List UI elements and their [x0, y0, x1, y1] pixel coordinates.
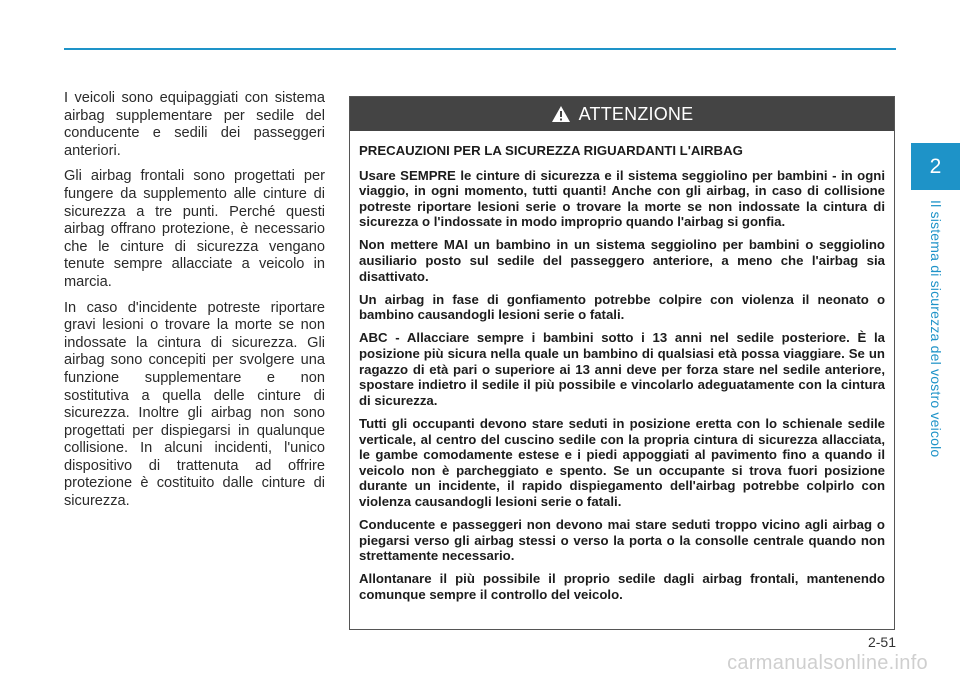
warning-paragraph: Conducente e passeggeri non devono mai stare seduti troppo vicino agli airbag o piegarsi verso gli airbag stessi o verso la porta o la consolle centrale quando non strettamente necessario.	[359, 516, 885, 564]
page-number: 2-51	[867, 634, 896, 650]
warning-paragraph: Allontanare il più possibile il proprio sedile dagli airbag frontali, mantenendo comunque sempre il controllo del veicolo.	[359, 571, 885, 602]
warning-heading: PRECAUZIONI PER LA SICUREZZA RIGUARDANTI L'AIRBAG	[359, 143, 743, 158]
chapter-title: Il sistema di sicurezza del vostro veicolo	[928, 200, 944, 458]
intro-paragraph: I veicoli sono equipaggiati con sistema airbag supplementare per sedile del conducente e sedili dei passeggeri anteriori.	[64, 90, 325, 159]
warning-title: ATTENZIONE	[578, 103, 694, 124]
warning-paragraph: Un airbag in fase di gonfiamento potrebbe colpire con violenza il neonato o bambino causandogli lesioni serie o fatali.	[359, 291, 885, 323]
warning-paragraph: ABC - Allacciare sempre i bambini sotto i 13 anni nel sedile posteriore. È la posizione più sicura nella quale un bambino di qualsiasi età possa viaggiare. Se un ragazzo di età pari o superiore ai 13 anni deve per forza stare nel sedile anteriore, spostare indietro il sedile il più possibile e vincolarlo adeguatamente con la cintura di sicurezza.	[359, 330, 885, 408]
warning-triangle-icon	[551, 105, 571, 123]
warning-body	[350, 131, 894, 602]
intro-text-column	[64, 90, 325, 519]
warning-paragraph: Tutti gli occupanti devono stare seduti in posizione eretta con lo schienale sedile verticale, al centro del cuscino sedile con la propria cintura di sicurezza allacciata, le gambe comodamente estese e i piedi appoggiati al pavimento fino a quando il veicolo non è parcheggiato e spento. Se un occupante si trova fuori posizione durante un incidente, il rapido dispiegamento dell'airbag potrebbe colpirlo con violenza causandogli lesioni serie o fatali.	[359, 415, 885, 509]
intro-paragraph: In caso d'incidente potreste riportare gravi lesioni o trovare la morte se non indossate la cintura di sicurezza. Gli airbag sono concepiti per svolgere una funzione supplementare e non sostitutiva a quella delle cinture di sicurezza. Inoltre gli airbag non sono progettati per dispiegarsi in qualunque collisione. In alcuni incidenti, l'unico dispositivo di trattenuta ad offrire protezione è costituito dalle cinture di sicurezza.	[64, 299, 325, 510]
chapter-number-tab: 2	[911, 143, 960, 190]
watermark: carmanualsonline.info	[727, 652, 928, 674]
warning-paragraph: Non mettere MAI un bambino in un sistema seggiolino per bambini o seggiolino ausiliario posto sul sedile del passeggero anteriore, a meno che l'airbag sia disattivato.	[359, 237, 885, 284]
intro-paragraph: Gli airbag frontali sono progettati per fungere da supplemento alle cinture di sicurezza a tre punti. Perché questi airbag offrano protezione, è necessario che le cinture di sicurezza vengano tenute sempre allacciate a veicolo in marcia.	[64, 168, 325, 290]
warning-header	[350, 97, 894, 131]
warning-box	[349, 96, 895, 630]
top-rule	[64, 48, 896, 50]
warning-paragraph: Usare SEMPRE le cinture di sicurezza e il sistema seggiolino per bambini - in ogni viaggio, in ogni momento, tutti quanti! Anche con gli airbag, in caso di collisione potreste riportare lesioni serie o trovare la morte se non indossate la cintura di sicurezza o l'indossate in modo improprio quando l'airbag si gonfia.	[359, 167, 885, 230]
